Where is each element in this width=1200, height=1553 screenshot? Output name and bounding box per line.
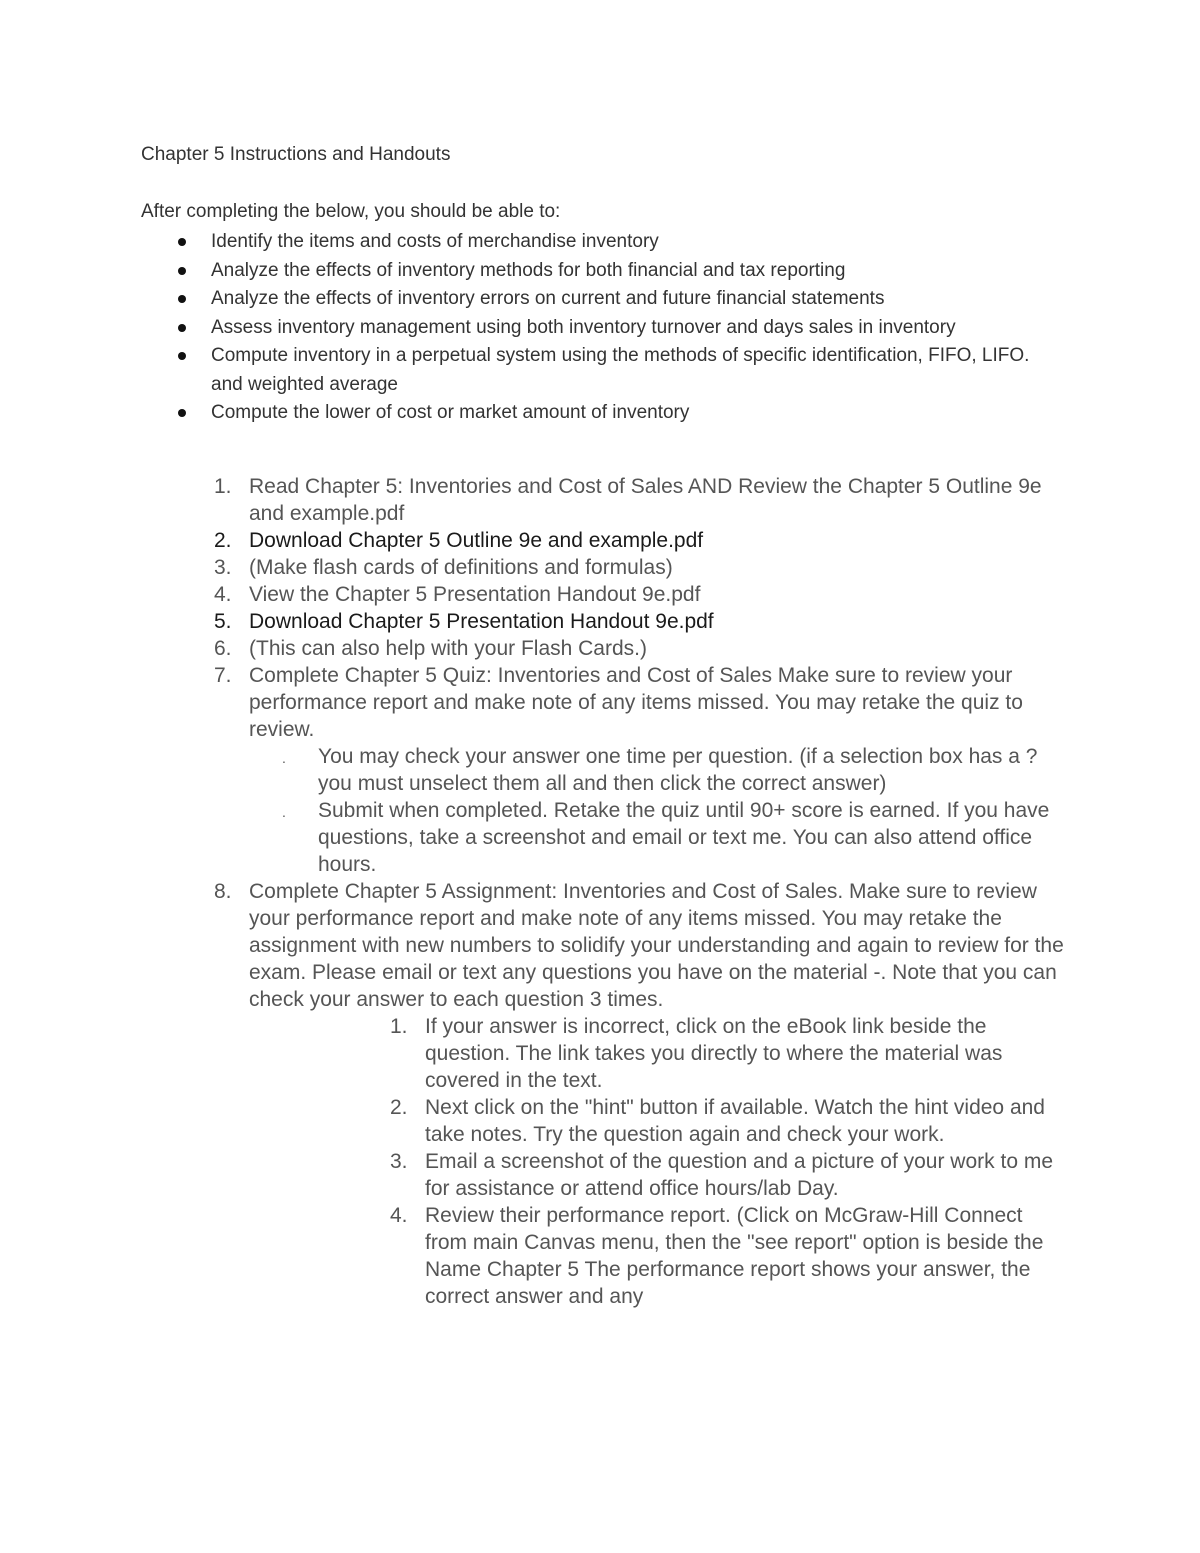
bullet-icon: [178, 324, 186, 332]
quiz-note-item: [210, 743, 1070, 797]
step-number: 4.: [214, 583, 232, 606]
step-item: [210, 581, 1070, 608]
step-item: [210, 635, 1070, 662]
note-mark: .: [282, 804, 286, 820]
quiz-notes-list: [210, 743, 1070, 878]
objective-text: Compute inventory in a perpetual system using the methods of specific identification, FIFO, LIFO. and weighted average: [211, 345, 1030, 395]
bullet-icon: [178, 295, 186, 303]
step-number: 7.: [214, 664, 232, 687]
intro-text: After completing the below, you should be able to:: [141, 201, 561, 222]
note-number: 3.: [390, 1150, 408, 1173]
assignment-note-text: Review their performance report. (Click on McGraw-Hill Connect from main Canvas menu, then the "see report" option is beside the Name Chapter 5 The performance report shows your answer, the correct answer and any: [425, 1204, 1044, 1308]
assignment-note-item: [210, 1094, 1070, 1148]
note-mark: .: [282, 750, 286, 766]
download-handout-link[interactable]: Download Chapter 5 Presentation Handout 9e.pdf: [249, 610, 714, 633]
step-number: 6.: [214, 637, 232, 660]
assignment-notes-list: [210, 1013, 1070, 1310]
assignment-link[interactable]: Complete Chapter 5 Assignment: Inventories and Cost of Sales. Make sure to review your performance report and make note of any items missed. You may retake the assignment with new numbers to solidify your understanding and again to review for the exam. Please email or text any questions you have on the material -. Note that you can check your answer to each question 3 times.: [249, 880, 1064, 1011]
assignment-note-text: Email a screenshot of the question and a picture of your work to me for assistance or attend office hours/lab Day.: [425, 1150, 1054, 1200]
objective-text: Identify the items and costs of merchandise inventory: [211, 231, 659, 252]
bullet-icon: [178, 267, 186, 275]
objective-item: [141, 314, 1081, 343]
bullet-icon: [178, 238, 186, 246]
objective-text: Analyze the effects of inventory errors on current and future financial statements: [211, 288, 885, 309]
objective-item: [141, 342, 1081, 399]
objective-text: Analyze the effects of inventory methods for both financial and tax reporting: [211, 259, 846, 281]
step-number: 5.: [214, 610, 232, 633]
objective-item: [141, 228, 1081, 257]
download-outline-link[interactable]: Download Chapter 5 Outline 9e and example.pdf: [249, 529, 704, 552]
step-item: [210, 473, 1070, 527]
objectives-list: [141, 228, 1081, 428]
step-item: [210, 878, 1070, 1310]
bullet-icon: [178, 409, 186, 417]
assignment-note-item: [210, 1148, 1070, 1202]
objective-text: Assess inventory management using both inventory turnover and days sales in inventory: [211, 316, 956, 338]
assignment-note-item: [210, 1013, 1070, 1094]
objective-item: [141, 285, 1081, 314]
assignment-note-item: [210, 1202, 1070, 1310]
quiz-note-text: You may check your answer one time per question. (if a selection box has a ? you must unselect them all and then click the correct answer): [318, 745, 1038, 795]
step-link[interactable]: Read Chapter 5: Inventories and Cost of Sales AND Review the Chapter 5 Outline 9e and example.pdf: [249, 475, 1042, 525]
quiz-note-item: [210, 797, 1070, 878]
assignment-note-text: If your answer is incorrect, click on the eBook link beside the question. The link takes you directly to where the material was covered in the text.: [425, 1015, 1003, 1092]
step-number: 2.: [214, 529, 232, 552]
note-number: 4.: [390, 1204, 408, 1227]
step-text: (This can also help with your Flash Cards.): [249, 637, 647, 660]
step-number: 1.: [214, 475, 232, 498]
page-title: Chapter 5 Instructions and Handouts: [141, 144, 451, 165]
quiz-link[interactable]: Complete Chapter 5 Quiz: Inventories and Cost of Sales Make sure to review your performance report and make note of any items missed. You may retake the quiz to review.: [249, 664, 1023, 741]
step-item: [210, 527, 1070, 554]
view-handout-link[interactable]: View the Chapter 5 Presentation Handout 9e.pdf: [249, 583, 701, 606]
bullet-icon: [178, 352, 186, 360]
step-text: (Make flash cards of definitions and formulas): [249, 556, 673, 579]
objective-text: Compute the lower of cost or market amount of inventory: [211, 402, 690, 423]
step-item: [210, 662, 1070, 878]
note-number: 2.: [390, 1096, 408, 1119]
objective-item: [141, 257, 1081, 286]
step-item: [210, 608, 1070, 635]
objective-item: [141, 399, 1081, 428]
step-number: 8.: [214, 880, 232, 903]
assignment-note-text: Next click on the "hint" button if available. Watch the hint video and take notes. Try the question again and check your work.: [425, 1096, 1045, 1146]
quiz-note-text: Submit when completed. Retake the quiz until 90+ score is earned. If you have questions, take a screenshot and email or text me. You can also attend office hours.: [318, 799, 1050, 876]
step-item: [210, 554, 1070, 581]
note-number: 1.: [390, 1015, 408, 1038]
step-number: 3.: [214, 556, 232, 579]
steps-list: [210, 473, 1070, 1310]
